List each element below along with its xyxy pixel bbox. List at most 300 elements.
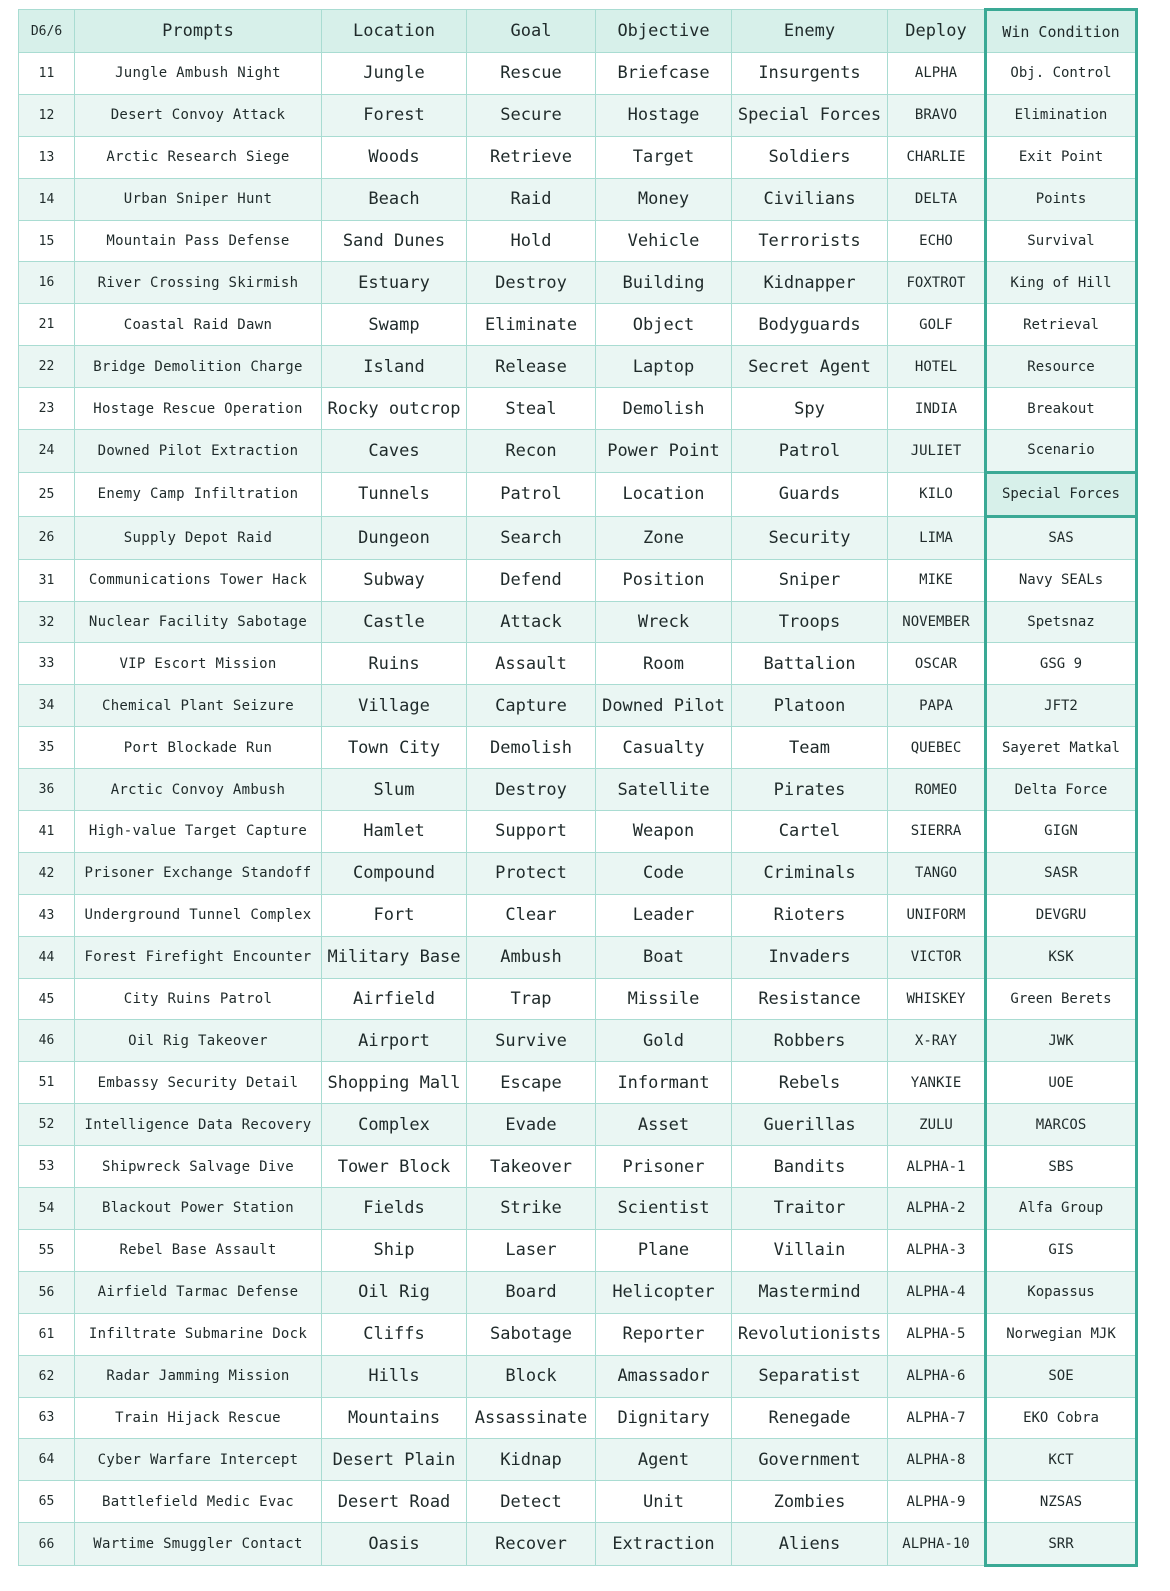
deploy-cell: DELTA [888, 178, 986, 220]
deploy-cell: ALPHA-8 [888, 1439, 986, 1481]
location-cell: Ruins [322, 643, 467, 685]
table-row [19, 978, 1137, 1020]
location-cell: Woods [322, 136, 467, 178]
table-row [19, 685, 1137, 727]
roll-cell: 24 [19, 430, 75, 473]
location-cell: Airport [322, 1020, 467, 1062]
objective-cell: Extraction [596, 1523, 732, 1566]
table-row [19, 1104, 1137, 1146]
win-condition-cell: KCT [986, 1439, 1137, 1481]
win-condition-cell: Obj. Control [986, 53, 1137, 95]
enemy-cell: Criminals [732, 852, 888, 894]
table-row [19, 601, 1137, 643]
win-condition-cell: Points [986, 178, 1137, 220]
objective-cell: Room [596, 643, 732, 685]
table-row [19, 1271, 1137, 1313]
goal-cell: Secure [467, 94, 596, 136]
enemy-cell: Battalion [732, 643, 888, 685]
location-cell: Slum [322, 769, 467, 811]
roll-cell: 33 [19, 643, 75, 685]
win-condition-cell: Navy SEALs [986, 559, 1137, 601]
enemy-cell: Secret Agent [732, 346, 888, 388]
objective-cell: Agent [596, 1439, 732, 1481]
win-condition-cell: Exit Point [986, 136, 1137, 178]
location-cell: Subway [322, 559, 467, 601]
deploy-cell: ALPHA-10 [888, 1523, 986, 1566]
goal-cell: Destroy [467, 262, 596, 304]
deploy-cell: ALPHA [888, 53, 986, 95]
roll-cell: 14 [19, 178, 75, 220]
enemy-cell: Villain [732, 1229, 888, 1271]
location-cell: Fort [322, 894, 467, 936]
goal-cell: Ambush [467, 936, 596, 978]
deploy-cell: ROMEO [888, 769, 986, 811]
win-condition-cell: SRR [986, 1523, 1137, 1566]
goal-cell: Takeover [467, 1146, 596, 1188]
prompt-cell: VIP Escort Mission [75, 643, 322, 685]
objective-cell: Power Point [596, 430, 732, 473]
enemy-cell: Soldiers [732, 136, 888, 178]
enemy-cell: Bandits [732, 1146, 888, 1188]
objective-cell: Demolish [596, 388, 732, 430]
prompt-cell: Oil Rig Takeover [75, 1020, 322, 1062]
location-cell: Desert Road [322, 1481, 467, 1523]
location-cell: Dungeon [322, 516, 467, 559]
win-condition-cell: Sayeret Matkal [986, 727, 1137, 769]
enemy-cell: Mastermind [732, 1271, 888, 1313]
prompt-cell: Bridge Demolition Charge [75, 346, 322, 388]
roll-cell: 65 [19, 1481, 75, 1523]
deploy-cell: ALPHA-6 [888, 1355, 986, 1397]
header-row [19, 10, 1137, 53]
roll-cell: 26 [19, 516, 75, 559]
objective-cell: Vehicle [596, 220, 732, 262]
location-cell: Rocky outcrop [322, 388, 467, 430]
table-row [19, 894, 1137, 936]
enemy-cell: Special Forces [732, 94, 888, 136]
roll-cell: 11 [19, 53, 75, 95]
win-condition-cell: UOE [986, 1062, 1137, 1104]
deploy-cell: KILO [888, 472, 986, 516]
objective-cell: Dignitary [596, 1397, 732, 1439]
deploy-cell: PAPA [888, 685, 986, 727]
prompt-cell: Port Blockade Run [75, 727, 322, 769]
win-condition-cell: Alfa Group [986, 1188, 1137, 1230]
objective-cell: Money [596, 178, 732, 220]
goal-cell: Raid [467, 178, 596, 220]
roll-cell: 21 [19, 304, 75, 346]
objective-cell: Weapon [596, 811, 732, 853]
win-condition-cell: JFT2 [986, 685, 1137, 727]
win-condition-cell: GSG 9 [986, 643, 1137, 685]
table-row [19, 136, 1137, 178]
goal-cell: Recover [467, 1523, 596, 1566]
prompt-cell: Forest Firefight Encounter [75, 936, 322, 978]
win-condition-cell: King of Hill [986, 262, 1137, 304]
goal-cell: Assault [467, 643, 596, 685]
deploy-cell: NOVEMBER [888, 601, 986, 643]
location-cell: Desert Plain [322, 1439, 467, 1481]
enemy-cell: Platoon [732, 685, 888, 727]
objective-cell: Wreck [596, 601, 732, 643]
goal-cell: Laser [467, 1229, 596, 1271]
roll-cell: 63 [19, 1397, 75, 1439]
table-row [19, 1313, 1137, 1355]
table-row [19, 94, 1137, 136]
enemy-cell: Renegade [732, 1397, 888, 1439]
enemy-cell: Cartel [732, 811, 888, 853]
enemy-cell: Civilians [732, 178, 888, 220]
goal-cell: Clear [467, 894, 596, 936]
deploy-cell: ALPHA-4 [888, 1271, 986, 1313]
enemy-cell: Terrorists [732, 220, 888, 262]
objective-cell: Scientist [596, 1188, 732, 1230]
prompt-cell: Shipwreck Salvage Dive [75, 1146, 322, 1188]
win-condition-cell: Survival [986, 220, 1137, 262]
deploy-cell: TANGO [888, 852, 986, 894]
deploy-cell: ALPHA-1 [888, 1146, 986, 1188]
objective-cell: Amassador [596, 1355, 732, 1397]
objective-cell: Reporter [596, 1313, 732, 1355]
roll-cell: 55 [19, 1229, 75, 1271]
table-body [19, 53, 1137, 1566]
enemy-cell: Sniper [732, 559, 888, 601]
header-win-condition: Win Condition [986, 10, 1137, 53]
location-cell: Mountains [322, 1397, 467, 1439]
enemy-cell: Traitor [732, 1188, 888, 1230]
goal-cell: Rescue [467, 53, 596, 95]
roll-cell: 52 [19, 1104, 75, 1146]
table-row [19, 769, 1137, 811]
location-cell: Island [322, 346, 467, 388]
deploy-cell: WHISKEY [888, 978, 986, 1020]
prompt-cell: Radar Jamming Mission [75, 1355, 322, 1397]
roll-cell: 22 [19, 346, 75, 388]
roll-cell: 45 [19, 978, 75, 1020]
goal-cell: Evade [467, 1104, 596, 1146]
deploy-cell: OSCAR [888, 643, 986, 685]
header-location: Location [322, 10, 467, 53]
header-roll: D6/6 [19, 10, 75, 53]
table-row [19, 388, 1137, 430]
prompt-cell: Rebel Base Assault [75, 1229, 322, 1271]
location-cell: Estuary [322, 262, 467, 304]
prompt-cell: Communications Tower Hack [75, 559, 322, 601]
objective-cell: Downed Pilot [596, 685, 732, 727]
goal-cell: Detect [467, 1481, 596, 1523]
deploy-cell: X-RAY [888, 1020, 986, 1062]
objective-cell: Position [596, 559, 732, 601]
prompt-cell: Arctic Convoy Ambush [75, 769, 322, 811]
enemy-cell: Rioters [732, 894, 888, 936]
deploy-cell: ALPHA-5 [888, 1313, 986, 1355]
enemy-cell: Guards [732, 472, 888, 516]
goal-cell: Demolish [467, 727, 596, 769]
prompt-cell: Chemical Plant Seizure [75, 685, 322, 727]
enemy-cell: Aliens [732, 1523, 888, 1566]
table-row [19, 559, 1137, 601]
win-condition-cell: Delta Force [986, 769, 1137, 811]
table-row [19, 1397, 1137, 1439]
enemy-cell: Rebels [732, 1062, 888, 1104]
location-cell: Oasis [322, 1523, 467, 1566]
location-cell: Swamp [322, 304, 467, 346]
location-cell: Forest [322, 94, 467, 136]
win-condition-cell: Norwegian MJK [986, 1313, 1137, 1355]
table-row [19, 53, 1137, 95]
header-enemy: Enemy [732, 10, 888, 53]
win-condition-cell: Spetsnaz [986, 601, 1137, 643]
deploy-cell: ALPHA-3 [888, 1229, 986, 1271]
enemy-cell: Revolutionists [732, 1313, 888, 1355]
deploy-cell: HOTEL [888, 346, 986, 388]
win-condition-cell: SBS [986, 1146, 1137, 1188]
deploy-cell: ALPHA-2 [888, 1188, 986, 1230]
prompt-cell: Jungle Ambush Night [75, 53, 322, 95]
win-condition-cell: Elimination [986, 94, 1137, 136]
enemy-cell: Insurgents [732, 53, 888, 95]
enemy-cell: Guerillas [732, 1104, 888, 1146]
win-condition-cell: Resource [986, 346, 1137, 388]
location-cell: Beach [322, 178, 467, 220]
prompt-cell: Desert Convoy Attack [75, 94, 322, 136]
prompt-cell: Airfield Tarmac Defense [75, 1271, 322, 1313]
win-condition-cell: SAS [986, 516, 1137, 559]
location-cell: Ship [322, 1229, 467, 1271]
goal-cell: Search [467, 516, 596, 559]
location-cell: Hills [322, 1355, 467, 1397]
deploy-cell: ECHO [888, 220, 986, 262]
prompt-cell: Infiltrate Submarine Dock [75, 1313, 322, 1355]
deploy-cell: CHARLIE [888, 136, 986, 178]
deploy-cell: GOLF [888, 304, 986, 346]
goal-cell: Eliminate [467, 304, 596, 346]
table-row [19, 1481, 1137, 1523]
goal-cell: Destroy [467, 769, 596, 811]
location-cell: Castle [322, 601, 467, 643]
objective-cell: Casualty [596, 727, 732, 769]
prompt-cell: Coastal Raid Dawn [75, 304, 322, 346]
enemy-cell: Separatist [732, 1355, 888, 1397]
roll-cell: 42 [19, 852, 75, 894]
table-row [19, 304, 1137, 346]
goal-cell: Capture [467, 685, 596, 727]
table-row [19, 936, 1137, 978]
roll-cell: 64 [19, 1439, 75, 1481]
goal-cell: Protect [467, 852, 596, 894]
enemy-cell: Robbers [732, 1020, 888, 1062]
deploy-cell: ZULU [888, 1104, 986, 1146]
goal-cell: Trap [467, 978, 596, 1020]
objective-cell: Leader [596, 894, 732, 936]
prompt-cell: Mountain Pass Defense [75, 220, 322, 262]
deploy-cell: FOXTROT [888, 262, 986, 304]
win-condition-cell: Scenario [986, 430, 1137, 473]
table-row [19, 430, 1137, 473]
roll-cell: 46 [19, 1020, 75, 1062]
objective-cell: Zone [596, 516, 732, 559]
roll-cell: 15 [19, 220, 75, 262]
table-row [19, 727, 1137, 769]
deploy-cell: VICTOR [888, 936, 986, 978]
roll-cell: 34 [19, 685, 75, 727]
win-condition-cell: Special Forces [986, 472, 1137, 516]
deploy-cell: SIERRA [888, 811, 986, 853]
roll-cell: 53 [19, 1146, 75, 1188]
win-condition-cell: JWK [986, 1020, 1137, 1062]
prompt-cell: Wartime Smuggler Contact [75, 1523, 322, 1566]
table-row [19, 1188, 1137, 1230]
goal-cell: Board [467, 1271, 596, 1313]
win-condition-cell: Kopassus [986, 1271, 1137, 1313]
table-row [19, 1146, 1137, 1188]
roll-cell: 61 [19, 1313, 75, 1355]
location-cell: Shopping Mall [322, 1062, 467, 1104]
prompt-cell: River Crossing Skirmish [75, 262, 322, 304]
roll-cell: 31 [19, 559, 75, 601]
table-row [19, 346, 1137, 388]
goal-cell: Release [467, 346, 596, 388]
win-condition-cell: GIS [986, 1229, 1137, 1271]
roll-cell: 44 [19, 936, 75, 978]
prompt-cell: Downed Pilot Extraction [75, 430, 322, 473]
enemy-cell: Government [732, 1439, 888, 1481]
deploy-cell: QUEBEC [888, 727, 986, 769]
location-cell: Village [322, 685, 467, 727]
objective-cell: Laptop [596, 346, 732, 388]
table-row [19, 1523, 1137, 1566]
location-cell: Compound [322, 852, 467, 894]
goal-cell: Support [467, 811, 596, 853]
roll-cell: 56 [19, 1271, 75, 1313]
deploy-cell: BRAVO [888, 94, 986, 136]
roll-cell: 51 [19, 1062, 75, 1104]
table-row [19, 811, 1137, 853]
deploy-cell: UNIFORM [888, 894, 986, 936]
win-condition-cell: GIGN [986, 811, 1137, 853]
table-row [19, 262, 1137, 304]
location-cell: Military Base [322, 936, 467, 978]
enemy-cell: Pirates [732, 769, 888, 811]
goal-cell: Retrieve [467, 136, 596, 178]
objective-cell: Gold [596, 1020, 732, 1062]
win-condition-cell: DEVGRU [986, 894, 1137, 936]
prompt-cell: High-value Target Capture [75, 811, 322, 853]
prompt-cell: Supply Depot Raid [75, 516, 322, 559]
roll-cell: 36 [19, 769, 75, 811]
deploy-cell: YANKIE [888, 1062, 986, 1104]
goal-cell: Strike [467, 1188, 596, 1230]
win-condition-cell: Retrieval [986, 304, 1137, 346]
location-cell: Complex [322, 1104, 467, 1146]
objective-cell: Boat [596, 936, 732, 978]
prompt-cell: Train Hijack Rescue [75, 1397, 322, 1439]
deploy-cell: LIMA [888, 516, 986, 559]
goal-cell: Hold [467, 220, 596, 262]
location-cell: Sand Dunes [322, 220, 467, 262]
win-condition-cell: NZSAS [986, 1481, 1137, 1523]
location-cell: Tower Block [322, 1146, 467, 1188]
goal-cell: Escape [467, 1062, 596, 1104]
win-condition-cell: SOE [986, 1355, 1137, 1397]
header-goal: Goal [467, 10, 596, 53]
prompt-cell: Hostage Rescue Operation [75, 388, 322, 430]
deploy-cell: MIKE [888, 559, 986, 601]
objective-cell: Prisoner [596, 1146, 732, 1188]
location-cell: Fields [322, 1188, 467, 1230]
win-condition-cell: EKO Cobra [986, 1397, 1137, 1439]
prompt-cell: Cyber Warfare Intercept [75, 1439, 322, 1481]
roll-cell: 35 [19, 727, 75, 769]
location-cell: Cliffs [322, 1313, 467, 1355]
objective-cell: Helicopter [596, 1271, 732, 1313]
prompt-cell: Urban Sniper Hunt [75, 178, 322, 220]
objective-cell: Asset [596, 1104, 732, 1146]
prompt-cell: Blackout Power Station [75, 1188, 322, 1230]
enemy-cell: Team [732, 727, 888, 769]
table-row [19, 472, 1137, 516]
table-row [19, 516, 1137, 559]
table-row [19, 1439, 1137, 1481]
roll-cell: 32 [19, 601, 75, 643]
deploy-cell: ALPHA-9 [888, 1481, 986, 1523]
header-objective: Objective [596, 10, 732, 53]
prompt-cell: Intelligence Data Recovery [75, 1104, 322, 1146]
goal-cell: Defend [467, 559, 596, 601]
location-cell: Jungle [322, 53, 467, 95]
objective-cell: Object [596, 304, 732, 346]
location-cell: Tunnels [322, 472, 467, 516]
goal-cell: Recon [467, 430, 596, 473]
table-row [19, 643, 1137, 685]
table-row [19, 1062, 1137, 1104]
mission-generator-table [18, 8, 1138, 1567]
enemy-cell: Resistance [732, 978, 888, 1020]
header-prompts: Prompts [75, 10, 322, 53]
enemy-cell: Invaders [732, 936, 888, 978]
location-cell: Caves [322, 430, 467, 473]
objective-cell: Location [596, 472, 732, 516]
win-condition-cell: KSK [986, 936, 1137, 978]
goal-cell: Attack [467, 601, 596, 643]
objective-cell: Satellite [596, 769, 732, 811]
roll-cell: 13 [19, 136, 75, 178]
objective-cell: Informant [596, 1062, 732, 1104]
win-condition-cell: Breakout [986, 388, 1137, 430]
roll-cell: 23 [19, 388, 75, 430]
win-condition-cell: SASR [986, 852, 1137, 894]
enemy-cell: Troops [732, 601, 888, 643]
objective-cell: Plane [596, 1229, 732, 1271]
table-row [19, 178, 1137, 220]
table-row [19, 1229, 1137, 1271]
win-condition-cell: Green Berets [986, 978, 1137, 1020]
objective-cell: Hostage [596, 94, 732, 136]
roll-cell: 12 [19, 94, 75, 136]
goal-cell: Survive [467, 1020, 596, 1062]
prompt-cell: Prisoner Exchange Standoff [75, 852, 322, 894]
roll-cell: 16 [19, 262, 75, 304]
enemy-cell: Spy [732, 388, 888, 430]
prompt-cell: Enemy Camp Infiltration [75, 472, 322, 516]
deploy-cell: JULIET [888, 430, 986, 473]
roll-cell: 66 [19, 1523, 75, 1566]
deploy-cell: INDIA [888, 388, 986, 430]
table-row [19, 852, 1137, 894]
table-row [19, 1020, 1137, 1062]
enemy-cell: Security [732, 516, 888, 559]
prompt-cell: Arctic Research Siege [75, 136, 322, 178]
